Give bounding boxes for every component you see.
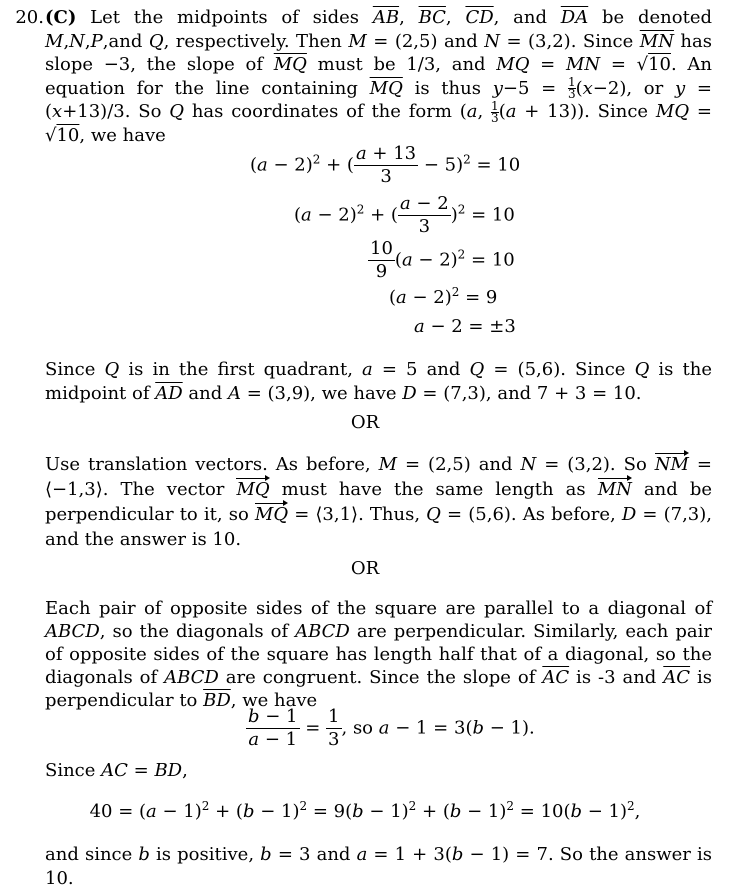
paragraph-4: Each pair of opposite sides of the square are parallel to a diagonal of ABCD, so the diagonals of ABCD are perpendicular. Similarly, each pair of opposite sides of the square has length half that of a diagonal, so the diagonals of ABCD are congruent. Since the slope of $\overline{AC}$ is -3 and $\overline{AC}$ is perpendicular to $\overline{BD}$, we have (45, 598, 713, 711)
paragraph-3: Use translation vectors. As before, M = (2,5) and N = (3,2). So NM = ⟨−1,3⟩. The vector MQ must have the same length as MN and be perpendicular to it, so MQ = ⟨3,1⟩. Thus, Q = (5,6). As before, D = (7,3), and the answer is 10. (45, 454, 712, 550)
answer-choice: (C) (45, 7, 77, 28)
problem-number: 20. (15, 7, 44, 28)
paragraph-2: Since Q is in the first quadrant, a = 5 and Q = (5,6). Since Q is the midpoint of $\overline{AD}$ and A = (3,9), we have D = (7,3), and 7 + 3 = 10. (45, 359, 712, 404)
or-separator: OR (350, 412, 380, 433)
equation-line: $(a - 2)^2$ + ( $\frac{a - 2}{3}$ )$^2$ = 10 (294, 193, 515, 237)
slope-equation: $\frac{b - 1}{a - 1}$ = $\frac{1}{3}$ , so a − 1 = 3(b − 1). (248, 706, 535, 750)
equation-line: $\frac{10}{9}$ $(a - 2)^2 = 10$ (370, 238, 515, 282)
equation-line: a − 2 = ±3 (414, 316, 516, 337)
equation-line: $(a - 2)^2 = 9$ (389, 285, 498, 308)
paragraph-5: Since AC = BD, (45, 760, 188, 781)
or-separator: OR (350, 558, 380, 579)
distance-equation: $40 = (a - 1)^2 + (b - 1)^2 = 9(b - 1)^2 + (b - 1)^2 = 10(b - 1)^2$, (89, 799, 641, 822)
paragraph-1: (C) Let the midpoints of sides $\overline{AB}$, $\overline{BC}$, $\overline{CD}$, and $\overline{DA}$ be denoted M,N,P,and Q, respectively. Then M = (2,5) and N = (3,2). Since $\overline{MN}$ has slope −3, the slope of $\overline{MQ}$ must be 1/3, and MQ = MN = √10. An equation for the line containing $\overline{MQ}$ is thus y−5 = $\frac{1}{3}(x-2)$, or y = (x+13)/3. So Q has coordinates of the form (a, $\frac{1}{3}(a + 13)$). Since MQ = √10, we have (45, 7, 712, 146)
paragraph-6: and since b is positive, b = 3 and a = 1 + 3(b − 1) = 7. So the answer is 10. (45, 844, 712, 889)
equation-line: $(a - 2)^2$ + ( $\frac{a + 13}{3}$ − 5)$^2$ = 10 (250, 143, 521, 187)
